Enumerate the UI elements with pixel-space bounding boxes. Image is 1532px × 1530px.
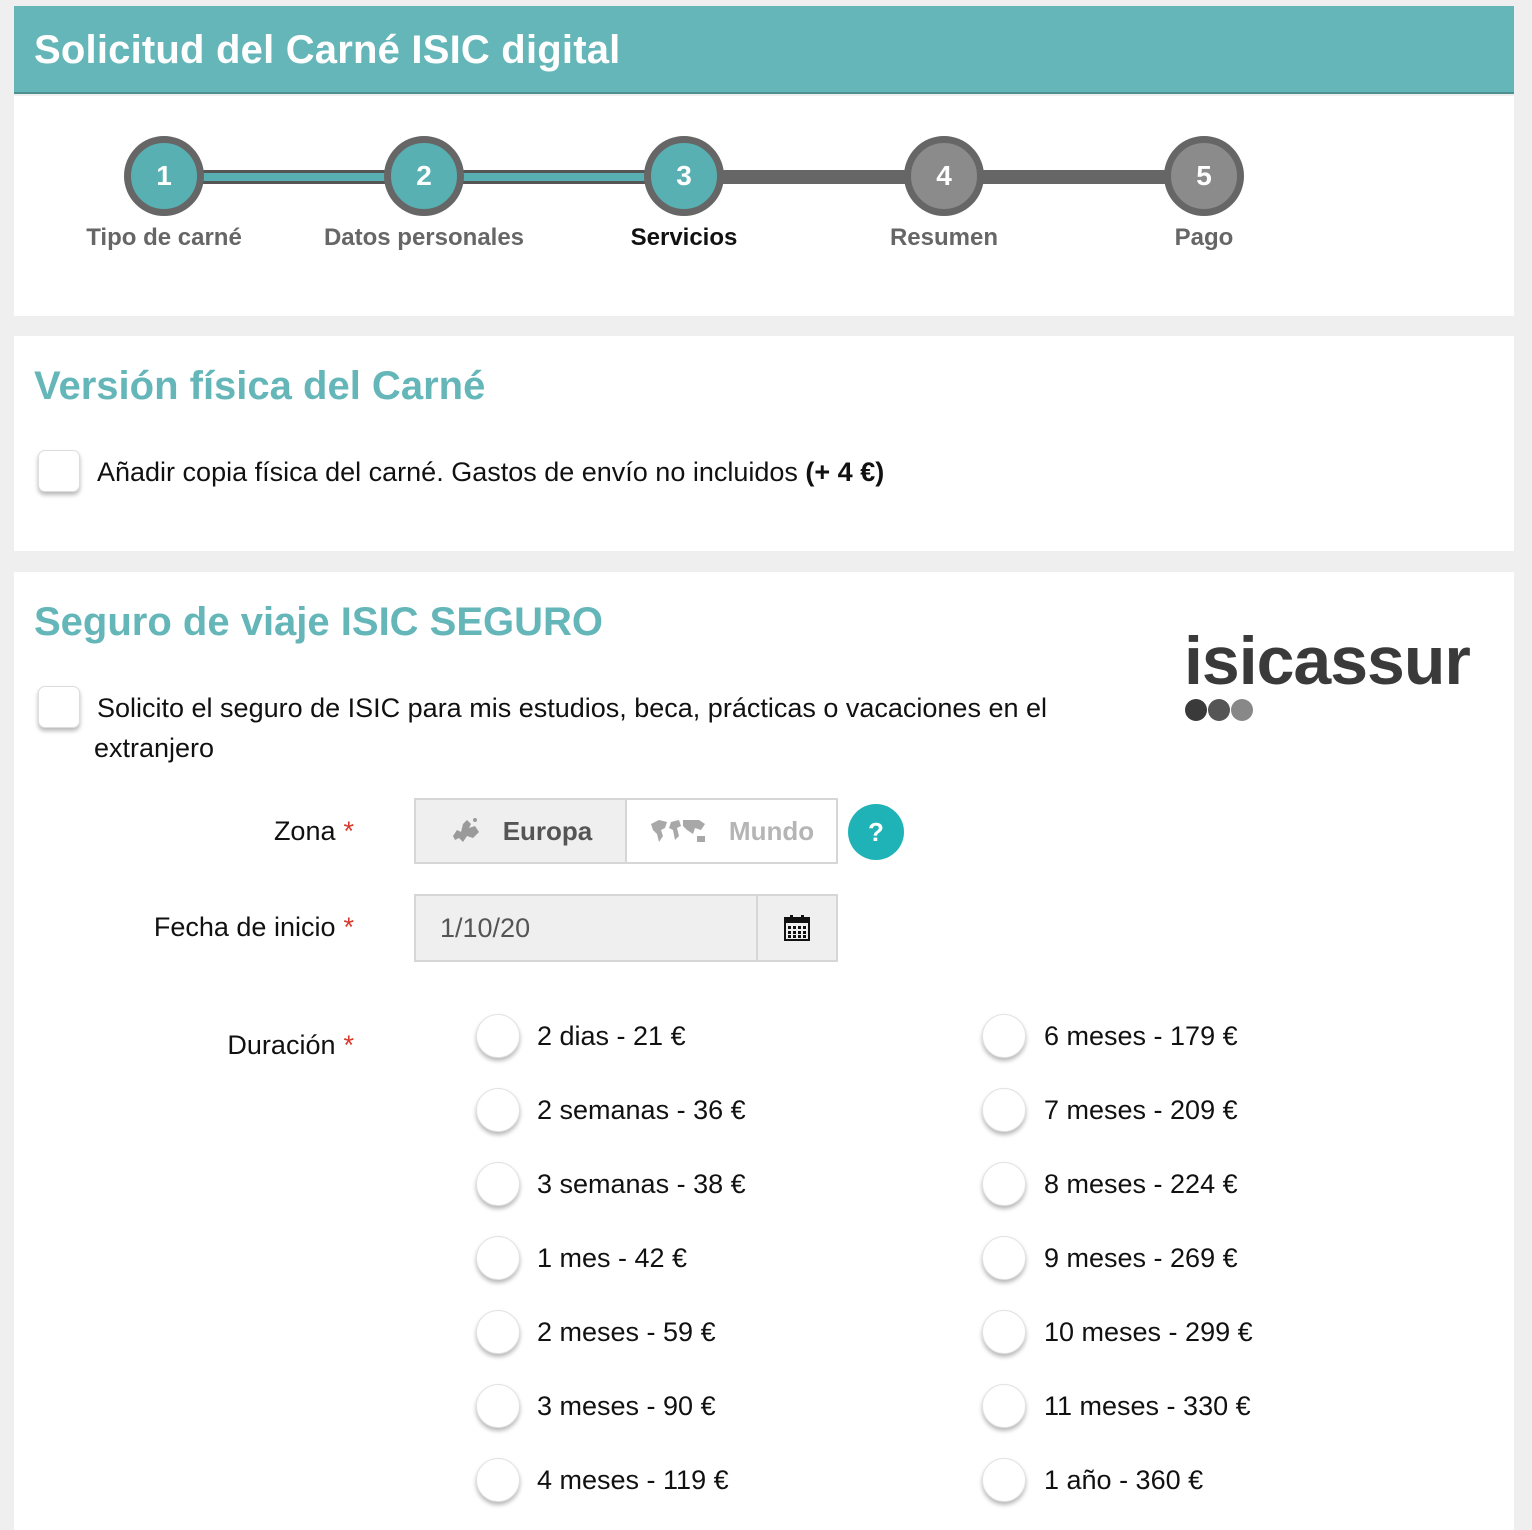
duration-option-label[interactable]: 1 año - 360 € <box>1044 1465 1204 1495</box>
duration-option-label[interactable]: 2 meses - 59 € <box>537 1317 716 1347</box>
duration-option-label[interactable]: 2 semanas - 36 € <box>537 1095 746 1125</box>
physical-card-section <box>14 336 1514 551</box>
start-date-label <box>14 912 354 943</box>
zone-label <box>14 816 354 847</box>
duration-radio[interactable] <box>476 1014 520 1058</box>
duration-option-label[interactable]: 2 dias - 21 € <box>537 1021 686 1051</box>
duration-option-label[interactable]: 11 meses - 330 € <box>1044 1391 1251 1421</box>
duration-radio[interactable] <box>982 1310 1026 1354</box>
page-header <box>14 6 1514 94</box>
physical-copy-price: (+ 4 €) <box>805 457 885 487</box>
duration-option-label[interactable]: 6 meses - 179 € <box>1044 1021 1238 1051</box>
physical-copy-checkbox[interactable] <box>38 450 80 492</box>
physical-copy-label[interactable] <box>97 452 884 492</box>
insurance-checkbox[interactable] <box>38 686 80 728</box>
duration-radio[interactable] <box>982 1458 1026 1502</box>
duration-option-label[interactable]: 8 meses - 224 € <box>1044 1169 1238 1199</box>
zone-option-europe[interactable] <box>416 800 627 862</box>
duration-required-mark: * <box>343 1030 354 1060</box>
duration-radio[interactable] <box>982 1384 1026 1428</box>
europe-map-icon <box>449 816 483 846</box>
step-2-circle[interactable]: 2 <box>384 136 464 216</box>
calendar-button[interactable] <box>756 896 836 960</box>
duration-radio[interactable] <box>476 1236 520 1280</box>
zone-option-europe-label: Europa <box>502 815 593 846</box>
duration-label <box>14 1030 354 1061</box>
world-map-icon <box>649 816 709 846</box>
step-1-circle[interactable]: 1 <box>124 136 204 216</box>
duration-radio[interactable] <box>982 1162 1026 1206</box>
duration-option-label[interactable]: 9 meses - 269 € <box>1044 1243 1238 1273</box>
insurance-checkbox-label-line1[interactable]: Solicito el seguro de ISIC para mis estudios, beca, prácticas o vacaciones en el <box>97 693 1047 723</box>
isicassur-logo <box>1184 622 1494 732</box>
step-1-label[interactable]: Tipo de carné <box>86 224 242 251</box>
duration-radio[interactable] <box>476 1088 520 1132</box>
step-2-label[interactable]: Datos personales <box>323 224 525 251</box>
duration-radio[interactable] <box>982 1236 1026 1280</box>
duration-radio[interactable] <box>476 1162 520 1206</box>
duration-radio[interactable] <box>476 1384 520 1428</box>
page-title: Solicitud del Carné ISIC digital <box>34 28 621 72</box>
duration-option-label[interactable]: 1 mes - 42 € <box>537 1243 688 1273</box>
zone-selector <box>414 798 838 864</box>
start-date-field <box>414 894 838 962</box>
progress-stepper <box>14 96 1514 316</box>
insurance-title: Seguro de viaje ISIC SEGURO <box>34 600 604 644</box>
duration-option-label[interactable]: 3 meses - 90 € <box>537 1391 716 1421</box>
duration-radio[interactable] <box>476 1310 520 1354</box>
step-3-circle: 3 <box>644 136 724 216</box>
start-date-input[interactable] <box>416 896 756 960</box>
step-4-label: Resumen <box>889 224 999 251</box>
physical-copy-text: Añadir copia física del carné. Gastos de envío no incluidos <box>97 457 798 487</box>
zone-required-mark: * <box>343 816 354 846</box>
duration-radio[interactable] <box>476 1458 520 1502</box>
logo-dots-icon <box>1184 698 1264 728</box>
zone-option-world[interactable] <box>627 800 836 862</box>
duration-option-label[interactable]: 4 meses - 119 € <box>537 1465 729 1495</box>
step-5-label: Pago <box>1174 224 1234 251</box>
zone-help-button[interactable]: ? <box>848 804 904 860</box>
duration-radio[interactable] <box>982 1088 1026 1132</box>
insurance-checkbox-label-line2[interactable]: extranjero <box>94 733 215 763</box>
duration-option-label[interactable]: 7 meses - 209 € <box>1044 1095 1238 1125</box>
step-5-circle: 5 <box>1164 136 1244 216</box>
logo-wordmark: isicassur <box>1184 623 1470 699</box>
start-date-label-text: Fecha de inicio <box>153 912 336 942</box>
physical-card-title: Versión física del Carné <box>34 364 486 408</box>
duration-option-label[interactable]: 3 semanas - 38 € <box>537 1169 746 1199</box>
zone-option-world-label: Mundo <box>728 815 815 846</box>
zone-label-text: Zona <box>273 816 336 846</box>
duration-label-text: Duración <box>227 1030 336 1060</box>
insurance-section <box>14 572 1514 1530</box>
step-4-circle: 4 <box>904 136 984 216</box>
duration-option-label[interactable]: 10 meses - 299 € <box>1044 1317 1253 1347</box>
start-date-required-mark: * <box>343 912 354 942</box>
duration-radio[interactable] <box>982 1014 1026 1058</box>
step-3-label: Servicios <box>630 224 738 251</box>
calendar-icon <box>783 914 811 942</box>
